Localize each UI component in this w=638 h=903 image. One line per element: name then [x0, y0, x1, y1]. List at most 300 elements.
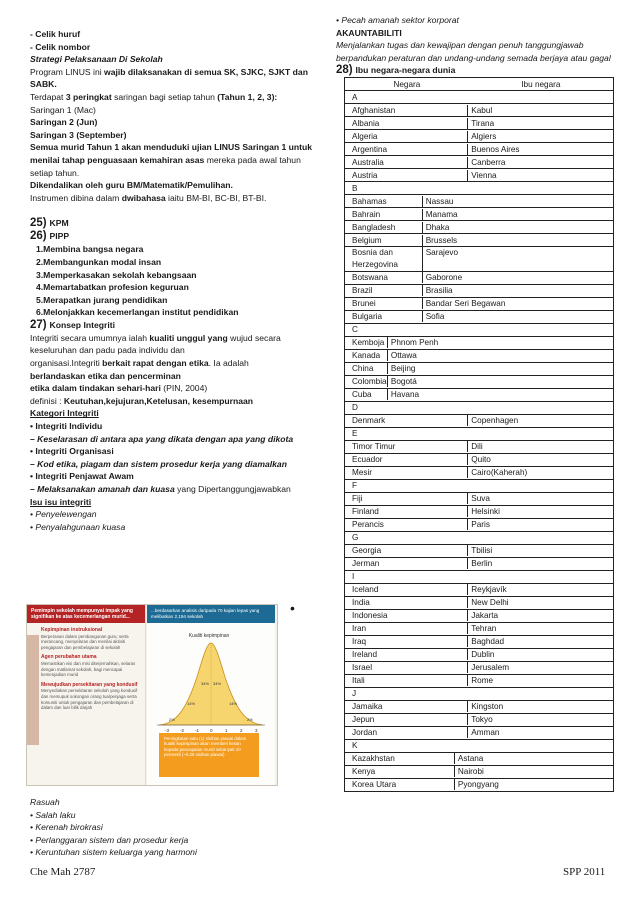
text-run: Keutuhan,kejujuran,Ketelusan, kesempurnaan	[63, 395, 254, 406]
country-cell: Israel	[345, 662, 468, 674]
capital-cell: Baghdad	[471, 636, 505, 646]
country-cell: Iran	[345, 623, 468, 635]
kategori-title: Kategori Integriti	[30, 408, 99, 419]
definisi-line	[30, 395, 320, 408]
infographic-right-band: ...berdasarkan analisis daripada 70 kajian lepas yang melibatkan 2,194 sekolah	[147, 605, 275, 623]
akauntabiliti-line: Menjalankan tugas dan kewajipan dengan penuh tanggungjawab	[336, 40, 584, 51]
row-cell	[345, 635, 614, 648]
heading-27	[30, 319, 320, 332]
text-run: Instrumen dibina dalam	[30, 192, 122, 203]
screening-paragraph	[30, 91, 320, 104]
rasuah-item: • Keruntuhan sistem keluarga yang harmoni	[30, 847, 197, 858]
capital-cell: Nassau	[425, 196, 454, 206]
saringan-2: Saringan 2 (Jun)	[30, 117, 98, 128]
letter-row	[345, 570, 614, 583]
rasuah-section	[30, 796, 320, 859]
capital-cell: Berlin	[471, 558, 493, 568]
country-cell: Kemboja	[345, 337, 388, 349]
letter-cell: D	[345, 401, 614, 414]
rasuah-item: • Kerenah birokrasi	[30, 822, 103, 833]
heading-26	[30, 230, 320, 243]
table-row	[345, 169, 614, 182]
tick-label: 0	[210, 728, 213, 733]
country-cell: Belgium	[345, 235, 423, 247]
footer-left: Che Mah 2787	[30, 866, 96, 878]
table-row	[345, 778, 614, 791]
kategori-item: • Integriti Individu	[30, 421, 103, 432]
row-cell	[345, 336, 614, 349]
pipp-item: 6.Melonjakkan kecemerlangan institut pendidikan	[36, 307, 239, 318]
isu-item: • Penyelewengan	[30, 509, 97, 520]
letter-cell: G	[345, 531, 614, 544]
text-run: mereka pada awal tahun setiap tahun.	[30, 154, 301, 178]
table-row	[345, 349, 614, 362]
capital-cell: Tbilisi	[471, 545, 493, 555]
integriti-line	[30, 382, 320, 395]
row-cell	[345, 375, 614, 388]
table-row	[345, 104, 614, 117]
linus-paragraph	[30, 66, 320, 91]
capital-cell: Dublin	[471, 649, 495, 659]
table-row	[345, 700, 614, 713]
pipp-item: 3.Memperkasakan sekolah kebangsaan	[36, 269, 197, 280]
row-cell	[345, 557, 614, 570]
text-run: (PIN, 2004)	[160, 383, 208, 394]
country-cell: Bahamas	[345, 196, 423, 208]
table-row	[345, 726, 614, 739]
text-run: . Ia adalah	[208, 358, 249, 369]
bell-curve-chart	[147, 627, 275, 747]
kategori-item: • Integriti Organisasi	[30, 446, 114, 457]
capital-cell: Canberra	[471, 157, 506, 167]
text-run: wujud secara keseluruhan dan padu pada individu dan	[30, 332, 281, 356]
text-run: Program LINUS ini	[30, 66, 105, 77]
table-row	[345, 622, 614, 635]
table-row	[345, 440, 614, 453]
capital-cell: Cairo(Kaherah)	[471, 467, 528, 477]
text-run: iaitu BM-BI, BC-BI, BT-BI.	[165, 192, 267, 203]
letter-row	[345, 427, 614, 440]
country-cell: Timor Timur	[345, 441, 468, 453]
country-cell: Brunei	[345, 298, 423, 310]
left-column	[30, 28, 320, 533]
text-run: dwibahasa	[121, 192, 166, 203]
text-run: organisasi.Integriti	[30, 358, 103, 369]
table-row	[345, 271, 614, 284]
table-row	[345, 234, 614, 247]
country-cell: Ireland	[345, 649, 468, 661]
letter-cell: A	[345, 91, 614, 104]
country-cell: Korea Utara	[345, 779, 455, 791]
kategori-desc	[30, 483, 320, 496]
capital-cell: Helsinki	[471, 506, 500, 516]
capital-cell: Paris	[471, 519, 490, 529]
capital-cell: Jerusalem	[471, 662, 510, 672]
row-cell	[345, 310, 614, 323]
country-cell: Iceland	[345, 584, 468, 596]
heading-25	[30, 217, 320, 230]
table-row	[345, 143, 614, 156]
capital-cell: Tehran	[471, 623, 497, 633]
table-row	[345, 414, 614, 427]
row-cell	[345, 674, 614, 687]
row-cell	[345, 518, 614, 531]
table-row	[345, 583, 614, 596]
country-cell: Jamaika	[345, 701, 468, 713]
row-cell	[345, 284, 614, 297]
row-cell	[345, 271, 614, 284]
card-text: Berperanan dalam pembangunan guru; serta merancang, menyelaras dan menilai aktiviti pengajaran dan pembelajaran di sekolah	[41, 633, 129, 650]
row-cell	[345, 752, 614, 765]
table-row	[345, 505, 614, 518]
capital-cell: Kingston	[471, 701, 504, 711]
capital-cell: Havana	[390, 389, 420, 399]
pipp-item: 5.Merapatkan jurang pendidikan	[36, 294, 168, 305]
row-cell	[345, 130, 614, 143]
country-cell: Kenya	[345, 766, 455, 778]
tick-label: 2	[240, 728, 243, 733]
infographic-callout: Peningkatan satu (1) sisihan piawai dalam kualiti kepimpinan akan memberi kesan kepada pencapaian murid sebanyak 10 persentil (~0.25 sisihan piawai)	[159, 733, 259, 777]
country-cell: Kanada	[345, 350, 388, 362]
pct-label: 2%	[169, 717, 175, 722]
text-run: definisi :	[30, 395, 64, 406]
capital-cell: Pyongyang	[457, 779, 499, 789]
capital-cell: Reykjavík	[471, 584, 507, 594]
row-cell	[345, 583, 614, 596]
header-capital: Ibu negara	[469, 78, 614, 91]
row-cell	[345, 596, 614, 609]
country-cell: Itali	[345, 675, 468, 687]
text-run: 3 peringkat	[65, 91, 112, 102]
capital-cell: Bandar Seri Begawan	[425, 298, 506, 308]
row-cell	[345, 544, 614, 557]
country-cell	[345, 247, 423, 270]
card-title: Mewujudkan persekitaran yang kondusif	[41, 681, 138, 688]
isu-title: Isu isu integriti	[30, 496, 92, 507]
letter-cell: B	[345, 182, 614, 195]
table-row	[345, 635, 614, 648]
text-run: Integriti secara umumnya ialah	[30, 332, 150, 343]
table-row	[345, 765, 614, 778]
country-cell: Denmark	[345, 415, 468, 427]
row-cell	[345, 388, 614, 401]
country-cell: Perancis	[345, 519, 468, 531]
intro-line: - Celik nombor	[30, 41, 91, 52]
country-cell: Brazil	[345, 285, 423, 297]
table-row	[345, 713, 614, 726]
row-cell	[345, 247, 614, 271]
letter-row	[345, 479, 614, 492]
row-cell	[345, 726, 614, 739]
letter-row	[345, 91, 614, 104]
row-cell	[345, 362, 614, 375]
rasuah-item: • Perlanggaran sistem dan prosedur kerja	[30, 834, 189, 845]
capitals-table	[344, 77, 614, 791]
country-cell: Kazakhstan	[345, 753, 455, 765]
letter-cell: J	[345, 687, 614, 700]
table-row	[345, 557, 614, 570]
heading-number: 26)	[30, 230, 47, 243]
capital-cell: Jakarta	[471, 610, 499, 620]
row-cell	[345, 414, 614, 427]
table-row	[345, 453, 614, 466]
capital-cell: Kabul	[471, 105, 493, 115]
row-cell	[345, 700, 614, 713]
korporat-line: • Pecah amanah sektor korporat	[336, 15, 459, 25]
capital-cell: New Delhi	[471, 597, 509, 607]
text-run: (Tahun 1, 2, 3):	[217, 91, 278, 102]
row-cell	[345, 440, 614, 453]
table-row	[345, 117, 614, 130]
row-cell	[345, 453, 614, 466]
leadership-infographic	[26, 604, 278, 786]
country-cell: Fiji	[345, 493, 468, 505]
text-run: Semua murid Tahun 1 akan menduduki ujian LINUS Saringan 1 untuk menilai tahap penguasaan kemahiran asas	[30, 142, 313, 165]
country-cell: Cuba	[345, 389, 388, 401]
capital-cell: Buenos Aires	[471, 144, 520, 154]
row-cell	[345, 234, 614, 247]
heading-number: 28)	[336, 64, 353, 77]
infographic-left-panel	[27, 605, 146, 785]
rasuah-title: Rasuah	[30, 797, 60, 807]
text-run: Terdapat	[30, 91, 66, 102]
row-cell	[345, 661, 614, 674]
text-run: yang Dipertanggungjawabkan	[174, 484, 291, 494]
table-row	[345, 609, 614, 622]
letter-row	[345, 739, 614, 752]
strategy-title: Strategi Pelaksanaan Di Sekolah	[30, 54, 163, 65]
row-cell	[345, 349, 614, 362]
row-cell	[345, 609, 614, 622]
country-cell: Bulgaria	[345, 311, 423, 323]
table-row	[345, 156, 614, 169]
right-column	[336, 14, 621, 792]
letter-cell: K	[345, 739, 614, 752]
capital-cell: Tokyo	[471, 714, 493, 724]
capital-cell: Manama	[425, 209, 458, 219]
saringan-1: Saringan 1 (Mac)	[30, 104, 96, 115]
table-row	[345, 195, 614, 208]
country-cell: Jordan	[345, 727, 468, 739]
akauntabiliti-line: berpandukan peraturan dan undang-undang semada berjaya atau gagal	[336, 52, 611, 63]
footer-right: SPP 2011	[563, 866, 606, 878]
tick-label: -2	[180, 728, 185, 733]
row-cell	[345, 466, 614, 479]
letter-row	[345, 182, 614, 195]
dikendalikan-line: Dikendalikan oleh guru BM/Matematik/Pemulihan.	[30, 180, 233, 191]
table-header-row	[345, 78, 614, 91]
card-title: Agen perubahan utama	[41, 654, 97, 661]
country-cell: Afghanistan	[345, 105, 468, 117]
capital-cell: Gaborone	[425, 272, 463, 282]
tick-label: -3	[165, 728, 170, 733]
heading-text: Konsep Integriti	[49, 319, 115, 330]
capital-cell: Astana	[457, 753, 484, 763]
row-cell	[345, 648, 614, 661]
capital-cell: Nairobi	[457, 766, 484, 776]
table-row	[345, 518, 614, 531]
country-cell: Australia	[345, 157, 468, 169]
capital-cell: Dili	[471, 441, 483, 451]
table-row	[345, 466, 614, 479]
capital-cell: Ottawa	[390, 350, 417, 360]
row-cell	[345, 713, 614, 726]
capital-cell: Copenhagen	[471, 415, 519, 425]
country-cell: Finland	[345, 506, 468, 518]
table-row	[345, 130, 614, 143]
saringan-3: Saringan 3 (September)	[30, 129, 127, 140]
capital-cell: Bogotá	[390, 376, 417, 386]
capital-cell: Amman	[471, 727, 500, 737]
pct-label: 14%	[187, 701, 196, 706]
row-cell	[345, 195, 614, 208]
card-text: Memastikan visi dan misi diterjemahkan, selaras dengan matlamat sekolah, bagi mencapai kemenjadian murid	[41, 660, 136, 678]
table-row	[345, 310, 614, 323]
row-cell	[345, 117, 614, 130]
capital-cell: Beijing	[390, 363, 416, 373]
text-run: berkait rapat dengan etika	[102, 358, 209, 369]
isu-item: • Penyalahgunaan kuasa	[30, 521, 126, 532]
infographic-right-panel	[147, 605, 275, 785]
heading-28	[336, 64, 621, 77]
capital-cell: Vienna	[471, 170, 497, 180]
country-cell: India	[345, 597, 468, 609]
pct-label: 2%	[247, 717, 253, 722]
row-cell	[345, 492, 614, 505]
letter-cell: I	[345, 570, 614, 583]
pct-label: 34%	[201, 681, 210, 686]
pct-label: 14%	[229, 701, 238, 706]
capital-cell: Dhaka	[425, 222, 450, 232]
country-cell: Argentina	[345, 144, 468, 156]
country-cell: Jepun	[345, 714, 468, 726]
hand-image	[27, 635, 39, 745]
country-cell: Ecuador	[345, 454, 468, 466]
card-text: Menyediakan persekitaran sekolah yang kondusif dan memupuk sokongan orang tua/penjaga serta komuniti untuk pengajaran dan pembelajaran di dalam dan luar bilik darjah	[41, 688, 138, 711]
kategori-desc: – Keselarasan di antara apa yang dikata dengan apa yang dikota	[30, 433, 294, 444]
table-row	[345, 544, 614, 557]
country-cell: Indonesia	[345, 610, 468, 622]
tick-label: -1	[195, 728, 200, 733]
row-cell	[345, 156, 614, 169]
infographic-left-band: Pemimpin sekolah mempunyai impak yang signifikan ke atas kecemerlangan murid...	[27, 605, 145, 623]
letter-cell: F	[345, 479, 614, 492]
header-country: Negara	[345, 78, 469, 91]
stray-bullet: •	[290, 600, 295, 616]
country-cell: Austria	[345, 170, 468, 182]
instrumen-line	[30, 192, 320, 205]
country-cell: Mesir	[345, 467, 468, 479]
country-cell: Colombia	[345, 376, 388, 388]
country-cell: Bangladesh	[345, 222, 423, 234]
akauntabiliti-title: AKAUNTABILITI	[336, 27, 402, 38]
integriti-line	[30, 332, 320, 357]
country-line: Bosnia dan	[352, 248, 393, 258]
table-row	[345, 284, 614, 297]
pipp-item: 2.Membangunkan modal insan	[36, 256, 162, 267]
capitals-table-body	[345, 78, 614, 791]
row-cell	[345, 778, 614, 791]
text-run: wajib dilaksanakan di semua SK, SJKC, SJKT dan SABK.	[30, 66, 308, 90]
text-run: – Melaksanakan amanah dan kuasa	[30, 484, 175, 494]
intro-line: - Celik huruf	[30, 29, 81, 39]
integriti-line	[30, 357, 320, 370]
capital-cell: Sofia	[425, 311, 445, 321]
capital-cell: Algiers	[471, 131, 497, 141]
infographic-card	[41, 654, 139, 677]
text-run: saringan bagi setiap tahun	[111, 91, 218, 102]
country-cell: Iraq	[345, 636, 468, 648]
table-row	[345, 221, 614, 234]
row-cell	[345, 622, 614, 635]
table-row	[345, 492, 614, 505]
kategori-item: • Integriti Penjawat Awam	[30, 471, 134, 482]
pipp-item: 4.Memartabatkan profesion keguruan	[36, 282, 189, 293]
table-row	[345, 674, 614, 687]
heading-number: 27)	[30, 318, 47, 331]
letter-row	[345, 401, 614, 414]
capital-cell: Tirana	[471, 118, 495, 128]
country-cell: Algeria	[345, 131, 468, 143]
country-cell: Botswana	[345, 272, 423, 284]
table-row	[345, 297, 614, 310]
country-cell: Georgia	[345, 545, 468, 557]
infographic-card	[41, 627, 139, 650]
table-row	[345, 388, 614, 401]
country-cell: China	[345, 363, 388, 375]
capital-cell: Rome	[471, 675, 494, 685]
murid-paragraph	[30, 141, 320, 179]
capital-cell: Brussels	[425, 235, 458, 245]
tick-label: 1	[225, 728, 228, 733]
heading-text: KPM	[49, 218, 69, 229]
letter-cell: E	[345, 427, 614, 440]
heading-text: Ibu negara-negara dunia	[355, 65, 456, 76]
letter-row	[345, 531, 614, 544]
heading-text: PIPP	[49, 231, 70, 242]
infographic-card	[41, 682, 139, 711]
table-row	[345, 596, 614, 609]
row-cell	[345, 297, 614, 310]
table-row	[345, 752, 614, 765]
country-cell: Jerman	[345, 558, 468, 570]
letter-row	[345, 323, 614, 336]
heading-number: 25)	[30, 217, 47, 230]
table-row	[345, 208, 614, 221]
capital-cell: Phnom Penh	[390, 337, 439, 347]
row-cell	[345, 221, 614, 234]
text-run: etika dalam tindakan sehari-hari	[30, 383, 161, 394]
pipp-item: 1.Membina bangsa negara	[36, 244, 144, 255]
letter-cell: C	[345, 323, 614, 336]
rasuah-item: • Salah laku	[30, 809, 76, 820]
table-row	[345, 336, 614, 349]
row-cell	[345, 104, 614, 117]
row-cell	[345, 765, 614, 778]
row-cell	[345, 143, 614, 156]
capital-cell: Suva	[471, 493, 490, 503]
table-row	[345, 375, 614, 388]
row-cell	[345, 208, 614, 221]
table-row	[345, 648, 614, 661]
capital-cell: Quito	[471, 454, 491, 464]
text-run: kualiti unggul yang	[149, 332, 228, 343]
table-row	[345, 661, 614, 674]
card-title: Kepimpinan instruksional	[41, 627, 103, 633]
pct-label: 34%	[213, 681, 222, 686]
table-row	[345, 362, 614, 375]
country-cell: Albania	[345, 118, 468, 130]
